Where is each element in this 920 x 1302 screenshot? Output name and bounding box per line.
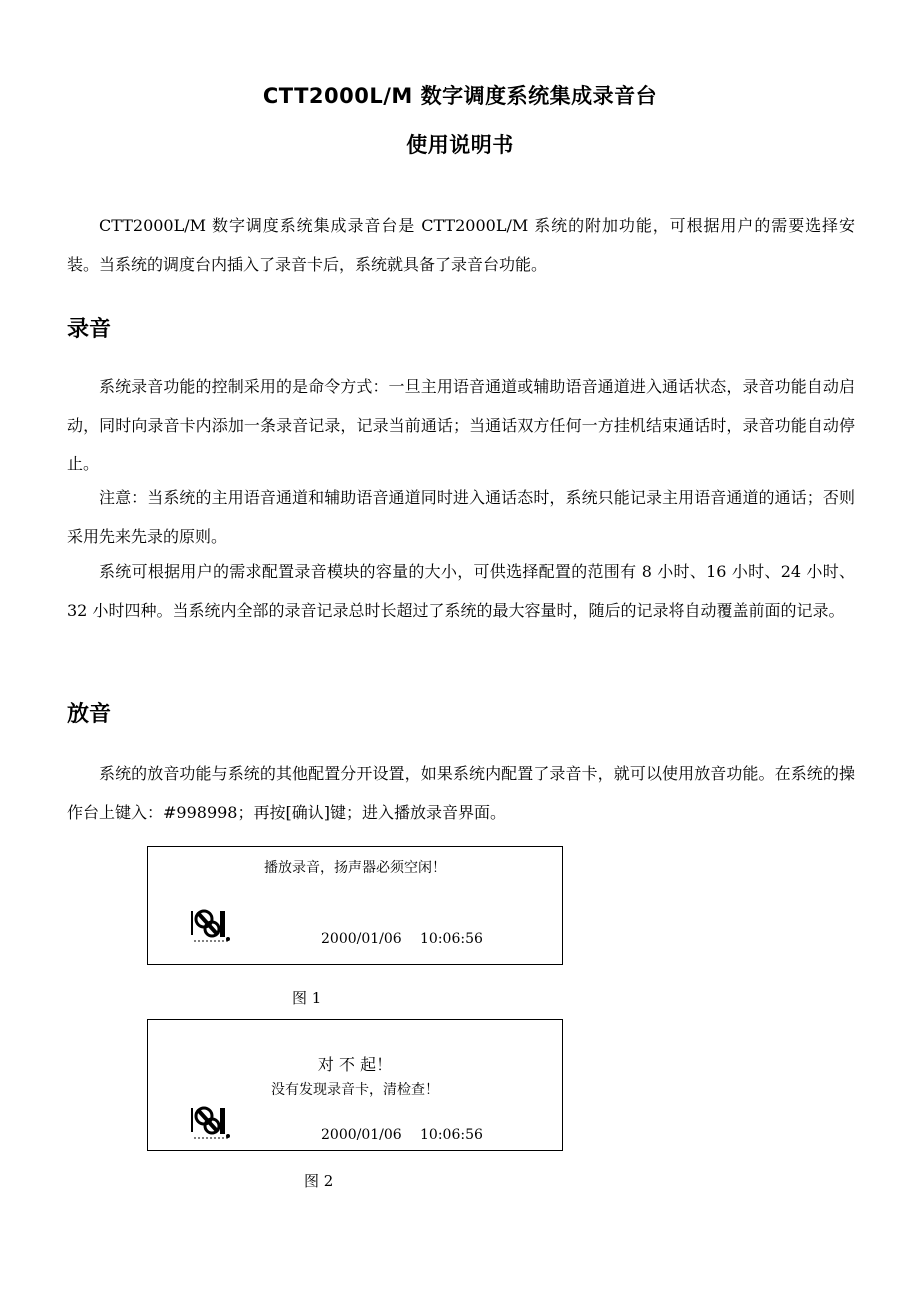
figure-1-time: 10:06:56	[420, 931, 483, 947]
telephone-handset-icon	[190, 905, 234, 945]
figure-1-message: 播放录音，扬声器必须空闲！	[264, 860, 446, 876]
figure-1-date: 2000/01/06	[321, 931, 402, 947]
document-title: CTT2000L/M 数字调度系统集成录音台	[262, 84, 658, 108]
recording-paragraph-2: 注意：当系统的主用语音通道和辅助语音通道同时进入通话态时，系统只能记录主用语音通道的通话；否则采用先来先录的原则。	[67, 488, 855, 546]
figure-2-caption: 图 2	[304, 1172, 334, 1190]
intro-paragraph: CTT2000L/M 数字调度系统集成录音台是 CTT2000L/M 系统的附加功能，可根据用户的需要选择安装。当系统的调度台内插入了录音卡后，系统就具备了录音台功能。	[67, 216, 855, 274]
figure-2-title: 对 不 起！	[317, 1055, 393, 1074]
figure-2-message: 没有发现录音卡，清检查！	[271, 1082, 439, 1098]
figure-1-caption: 图 1	[292, 989, 322, 1007]
figure-1-screen	[147, 846, 563, 965]
playback-heading: 放音	[67, 702, 112, 727]
recording-paragraph-1: 系统录音功能的控制采用的是命令方式：一旦主用语音通道或辅助语音通道进入通话状态，录音功能自动启动，同时向录音卡内添加一条录音记录，记录当前通话；当通话双方任何一方挂机结束通话时，录音功能自动停止。	[67, 377, 855, 473]
document-subtitle: 使用说明书	[406, 133, 514, 157]
telephone-handset-icon	[190, 1102, 234, 1142]
figure-2-time: 10:06:56	[420, 1127, 483, 1143]
figure-2-date: 2000/01/06	[321, 1127, 402, 1143]
playback-paragraph: 系统的放音功能与系统的其他配置分开设置，如果系统内配置了录音卡，就可以使用放音功能。在系统的操作台上键入：#998998；再按[确认]键；进入播放录音界面。	[67, 764, 855, 822]
recording-paragraph-3: 系统可根据用户的需求配置录音模块的容量的大小，可供选择配置的范围有 8 小时、16 小时、24 小时、32 小时四种。当系统内全部的录音记录总时长超过了系统的最大容量时，随后的记录将自动覆盖前面的记录。	[67, 562, 855, 620]
recording-heading: 录音	[67, 317, 112, 342]
figure-2-screen	[147, 1019, 563, 1151]
